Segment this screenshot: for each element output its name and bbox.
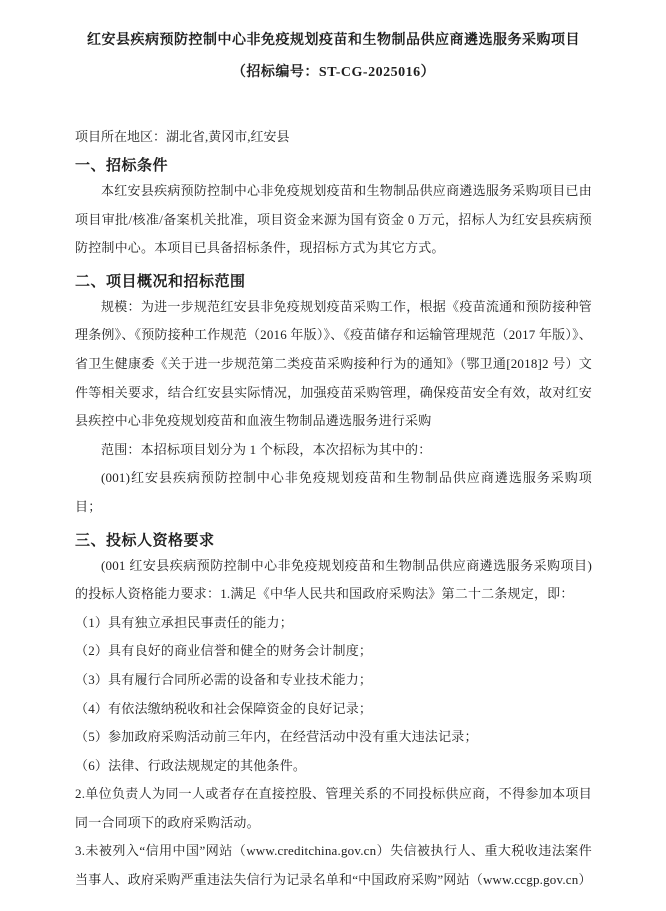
paragraph-project-scale: 规模：为进一步规范红安县非免疫规划疫苗采购工作，根据《疫苗流通和预防接种管理条例》、《预防接种工作规范（2016 年版）》、《疫苗储存和运输管理规范（2017 年版）》、省卫生健康委《关于进一步规范第二类疫苗采购接种行为的通知》（鄂卫通[2018]2 号）文件等相关要求，结合红安县实际情况，加强疫苗采购管理，确保疫苗安全有效，故对红安县疾控中心非免疫规划疫苗和血液生物制品遴选服务进行采购 <box>75 298 592 429</box>
section-heading-bidder-qualifications: 三、投标人资格要求 <box>75 532 215 549</box>
section-bidder-qualifications <box>75 530 592 895</box>
qualification-item-4: （4）有依法缴纳税收和社会保障资金的良好记录； <box>75 700 373 716</box>
paragraph-project-scope: 范围：本招标项目划分为 1 个标段，本次招标为其中的： <box>101 441 432 457</box>
paragraph-rule-2: 2.单位负责人为同一人或者存在直接控股、管理关系的不同投标供应商，不得参加本项目同一合同项下的政府采购活动。 <box>75 786 592 830</box>
section-heading-bidding-conditions: 一、招标条件 <box>75 158 169 174</box>
section-heading-project-overview: 二、项目概况和招标范围 <box>75 273 246 290</box>
document-title: 红安县疾病预防控制中心非免疫规划疫苗和生物制品供应商遴选服务采购项目 <box>87 33 580 48</box>
project-location: 项目所在地区：湖北省,黄冈市,红安县 <box>75 129 290 144</box>
paragraph-bidding-conditions: 本红安县疾病预防控制中心非免疫规划疫苗和生物制品供应商遴选服务采购项目已由项目审批/核准/备案机关批准，项目资金来源为国有资金 0 万元，招标人为红安县疾病预防控制中心。本项目已具备招标条件，现招标方式为其它方式。 <box>75 183 592 256</box>
paragraph-qualification-intro: (001 红安县疾病预防控制中心非免疫规划疫苗和生物制品供应商遴选服务采购项目)的投标人资格能力要求：1.满足《中华人民共和国政府采购法》第二十二条规定，即： <box>75 557 592 602</box>
paragraph-rule-3: 3.未被列入“信用中国”网站（www.creditchina.gov.cn）失信被执行人、重大税收违法案件当事人、政府采购严重违法失信行为记录名单和“中国政府采购”网站（www.ccgp.gov.cn） <box>75 843 592 888</box>
qualification-item-6: （6）法律、行政法规规定的其他条件。 <box>75 757 307 773</box>
qualification-item-1: （1）具有独立承担民事责任的能力； <box>75 614 293 630</box>
tender-number: （招标编号：ST-CG-2025016） <box>231 65 436 80</box>
section-bidding-conditions <box>75 155 592 263</box>
section-project-overview <box>75 271 592 522</box>
qualification-item-3: （3）具有履行合同所必需的设备和专业技术能力； <box>75 671 373 687</box>
qualification-item-2: （2）具有良好的商业信誉和健全的财务会计制度； <box>75 643 373 659</box>
paragraph-lot-001: (001)红安县疾病预防控制中心非免疫规划疫苗和生物制品供应商遴选服务采购项目； <box>75 470 592 514</box>
qualification-item-5: （5）参加政府采购活动前三年内，在经营活动中没有重大违法记录； <box>75 729 478 745</box>
